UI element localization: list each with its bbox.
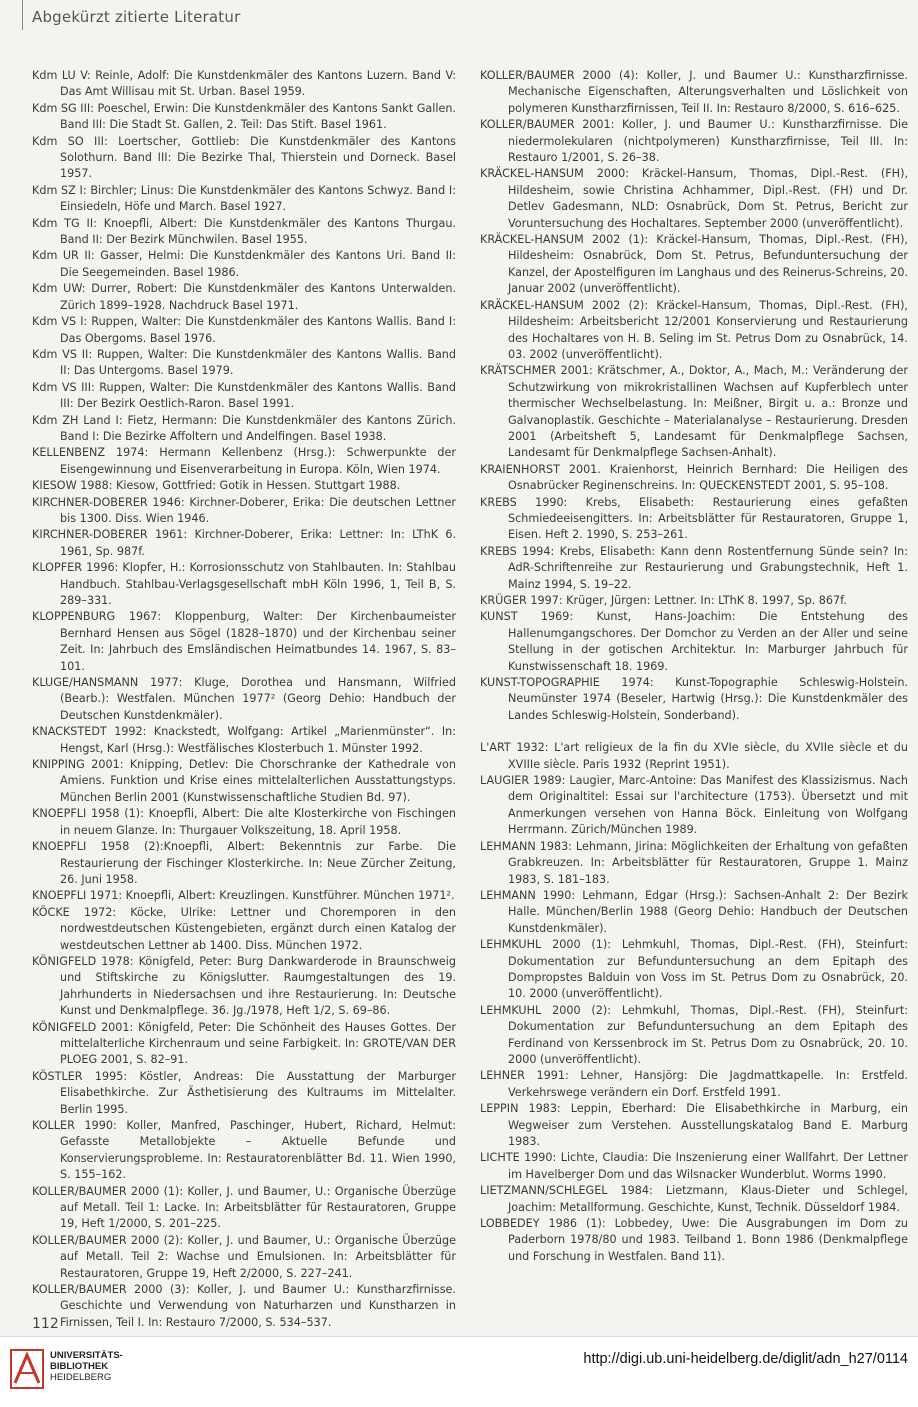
bibliography-entry: KÖNIGFELD 2001: Königfeld, Peter: Die Schönheit des Hauses Gottes. Der mittelalterliche Kirchenraum und seine Farbigkeit. In: GROTE/VAN DER PLOEG 2001, S. 82–91. xyxy=(32,1020,456,1067)
library-logo-icon xyxy=(10,1349,44,1389)
bibliography-entry: KLUGE/HANSMANN 1977: Kluge, Dorothea und Hansmann, Wilfried (Bearb.): Westfalen. München 1977² (Georg Dehio: Handbuch der Deutschen Kunstdenkmäler). xyxy=(32,676,456,722)
bibliography-entry: LEHMKUHL 2000 (2): Lehmkuhl, Thomas, Dipl.-Rest. (FH), Steinfurt: Dokumentation zur Befunduntersuchung an dem Epitaph des Ferdinand von Kerssenbrock im St. Petrus Dom zu Osnabrück, 20. 10. 2000 (unveröffentlicht). xyxy=(480,1003,908,1066)
bibliography-entry: KÖCKE 1972: Köcke, Ulrike: Lettner und Choremporen in den nordwestdeutschen Küstengebieten, ergänzt durch einen Katalog der westdeutschen Lettner ab 1400. Diss. München 1972. xyxy=(32,905,456,952)
bibliography-entry: KÖSTLER 1995: Köstler, Andreas: Die Ausstattung der Marburger Elisabethkirche. Zur Ästhetisierung des Kultraums im Mittelalter. Berlin 1995. xyxy=(32,1069,456,1116)
right-column xyxy=(480,68,908,1265)
source-url-link[interactable]: http://digi.ub.uni-heidelberg.de/diglit/adn_h27/0114 xyxy=(583,1351,908,1367)
bibliography-entry: Kdm UW: Durrer, Robert: Die Kunstdenkmäler des Kantons Unterwalden. Zürich 1899–1928. Nachdruck Basel 1971. xyxy=(32,282,456,312)
bibliography-entry: Kdm LU V: Reinle, Adolf: Die Kunstdenkmäler des Kantons Luzern. Band V: Das Amt Willisau mit St. Urban. Basel 1959. xyxy=(32,69,456,99)
bibliography-entry: LEHMANN 1983: Lehmann, Jirina: Möglichkeiten der Erhaltung von gefaßten Grabkreuzen. In: Arbeitsblätter für Restauratoren, Gruppe 1. Mainz 1983, S. 181–183. xyxy=(480,839,908,886)
section-gap xyxy=(480,724,908,740)
page-header: Abgekürzt zitierte Literatur xyxy=(32,8,241,26)
bibliography-entry: KOLLER/BAUMER 2000 (4): Koller, J. und Baumer U.: Kunstharzfirnisse. Mechanische Eigenschaften, Alterungsverhalten und Löslichkeit von polymeren Kunstharzfirnissen, Teil II. In: Restauro 8/2000, S. 616–625. xyxy=(480,69,908,115)
bibliography-entry: LEPPIN 1983: Leppin, Eberhard: Die Elisabethkirche in Marburg, ein Wegweiser zum Verstehen. Ausstellungskatalog Band E. Marburg 1983. xyxy=(480,1102,908,1148)
bibliography-entry: Kdm VS II: Ruppen, Walter: Die Kunstdenkmäler des Kantons Wallis. Band II: Das Untergoms. Basel 1979. xyxy=(32,347,456,378)
bibliography-entry: KOLLER 1990: Koller, Manfred, Paschinger, Hubert, Richard, Helmut: Gefasste Metallobjekte – Aktuelle Befunde und Konservierungsprobleme. In: Restauratorenblätter Bd. 11. Wien 1990, S. 155–162. xyxy=(32,1119,456,1182)
bibliography-entry: Kdm VS I: Ruppen, Walter: Die Kunstdenkmäler des Kantons Wallis. Band I: Das Obergoms. Basel 1976. xyxy=(32,315,456,345)
bibliography-entry: KNIPPING 2001: Knipping, Detlev: Die Chorschranke der Kathedrale von Amiens. Funktion und Krise eines mittelalterlichen Ausstattungstyps. München Berlin 2001 (Kunstwissenschaftliche Studien Bd. 97). xyxy=(32,758,456,804)
bibliography-entry: KNOEPFLI 1971: Knoepfli, Albert: Kreuzlingen. Kunstführer. München 1971². xyxy=(32,889,455,903)
right-column-part-a xyxy=(480,68,908,724)
bibliography-entry: KÖNIGFELD 1978: Königfeld, Peter: Burg Dankwarderode in Braunschweig und Stiftskirche zu Königslutter. Raumgestaltungen des 19. Jahrhunderts in Niedersachsen und ihre Restaurierung. In: Deutsche Kunst und Denkmalpflege. 36. Jg./1978, Heft 1/2, S. 69–86. xyxy=(32,954,456,1018)
bibliography-entry: KNOEPFLI 1958 (1): Knoepfli, Albert: Die alte Klosterkirche von Fischingen in neuem Glanze. In: Thurgauer Volkszeitung, 18. April 1958. xyxy=(32,807,456,837)
bibliography-entry: KIRCHNER-DOBERER 1946: Kirchner-Doberer, Erika: Die deutschen Lettner bis 1300. Diss. Wien 1946. xyxy=(32,495,456,525)
top-rule xyxy=(22,0,23,30)
bibliography-entry: KREBS 1990: Krebs, Elisabeth: Restaurierung eines gefaßten Schmiedeeisengitters. In: Arbeitsblätter für Restauratoren, Gruppe 1, Eisen. Heft 2. 1990, S. 253–261. xyxy=(480,495,908,542)
bibliography-entry: KNACKSTEDT 1992: Knackstedt, Wolfgang: Artikel „Marienmünster“. In: Hengst, Karl (Hrsg.): Westfälisches Klosterbuch 1. Münster 1992. xyxy=(32,725,456,755)
bibliography-entry: LEHMKUHL 2000 (1): Lehmkuhl, Thomas, Dipl.-Rest. (FH), Steinfurt: Dokumentation zur Befunduntersuchung an dem Epitaph des Dompropstes Balduin von Voss im St. Petrus Dom zu Osnabrück, 20. 10. 2000 (unveröffentlicht). xyxy=(480,938,908,1001)
footer-bar xyxy=(0,1336,918,1407)
left-column xyxy=(32,68,456,1331)
bibliography-entry: L'ART 1932: L'art religieux de la fin du XVIe siècle, du XVIIe siècle et du XVIIIe siècle. Paris 1932 (Reprint 1951). xyxy=(480,741,908,771)
bibliography-entry: Kdm SG III: Poeschel, Erwin: Die Kunstdenkmäler des Kantons Sankt Gallen. Band III: Die Stadt St. Gallen, 2. Teil: Das Stift. Basel 1961. xyxy=(32,101,456,132)
bibliography-entry: LEHNER 1991: Lehner, Hansjörg: Die Jagdmattkapelle. In: Erstfeld. Verkehrswege verändern ein Dorf. Erstfeld 1991. xyxy=(480,1069,908,1099)
bibliography-entry: KNOEPFLI 1958 (2):Knoepfli, Albert: Bekenntnis zur Farbe. Die Restaurierung der Fischinger Klosterkirche. In: Neue Zürcher Zeitung, 26. Juni 1958. xyxy=(32,840,456,886)
bibliography-entry: Kdm SO III: Loertscher, Gottlieb: Die Kunstdenkmäler des Kantons Solothurn. Band III: Die Bezirke Thal, Thierstein und Dorneck. Basel 1957. xyxy=(32,134,456,181)
bibliography-entry: LAUGIER 1989: Laugier, Marc-Antoine: Das Manifest des Klassizismus. Nach dem Originaltitel: Essai sur l'architecture (1753). Übersetzt und mit Anmerkungen versehen von Hanna Böck. Einleitung von Wolfgang Herrmann. Zürich/München 1989. xyxy=(480,774,908,837)
page-number: 112 xyxy=(32,1316,59,1332)
bibliography-entry: LIETZMANN/SCHLEGEL 1984: Lietzmann, Klaus-Dieter und Schlegel, Joachim: Metallformung. Geschichte, Kunst, Technik. Düsseldorf 1984. xyxy=(480,1184,908,1214)
bibliography-entry: KELLENBENZ 1974: Hermann Kellenbenz (Hrsg.): Schwerpunkte der Eisengewinnung und Eisenverarbeitung in Europa. Köln, Wien 1974. xyxy=(32,446,456,476)
bibliography-entry: KIRCHNER-DOBERER 1961: Kirchner-Doberer, Erika: Lettner: In: LThK 6. 1961, Sp. 987f. xyxy=(32,528,456,558)
right-column-part-b xyxy=(480,740,908,1265)
bibliography-entry: Kdm UR II: Gasser, Helmi: Die Kunstdenkmäler des Kantons Uri. Band II: Die Seegemeinden. Basel 1986. xyxy=(32,249,456,279)
bibliography-entry: KRAIENHORST 2001. Kraienhorst, Heinrich Bernhard: Die Heiligen des Osnabrücker Reginenschreins. In: QUECKENSTEDT 2001, S. 95–108. xyxy=(480,462,908,493)
bibliography-entry: KLOPFER 1996: Klopfer, H.: Korrosionsschutz von Stahlbauten. In: Stahlbau Handbuch. Stahlbau-Verlagsgesellschaft mbH Köln 1996, 1, Teil B, S. 289–331. xyxy=(32,561,456,607)
bibliography-entry: Kdm VS III: Ruppen, Walter: Die Kunstdenkmäler des Kantons Wallis. Band III: Der Bezirk Oestlich-Raron. Basel 1991. xyxy=(32,380,456,411)
bibliography-entry: KLOPPENBURG 1967: Kloppenburg, Walter: Der Kirchenbaumeister Bernhard Hensen aus Sögel (1828–1870) und der Kirchenbau seiner Zeit. In: Jahrbuch des Emsländischen Heimatbundes 14. 1967, S. 83–101. xyxy=(32,610,456,673)
bibliography-entry: KRÄCKEL-HANSUM 2002 (1): Kräckel-Hansum, Thomas, Dipl.-Rest. (FH), Hildesheim: Osnabrück, Dom St. Petrus, Befunduntersuchung der Kanzel, der Apostelfiguren im Langhaus und des Reinerus-Schreins, 20. Januar 2002 (unveröffentlicht). xyxy=(480,233,908,296)
logo-line-1: UNIVERSITÄTS- xyxy=(50,1350,123,1361)
library-logo-text xyxy=(50,1350,123,1383)
bibliography-entry: Kdm TG II: Knoepfli, Albert: Die Kunstdenkmäler des Kantons Thurgau. Band II: Der Bezirk Münchwilen. Basel 1955. xyxy=(32,216,456,247)
bibliography-entry: KREBS 1994: Krebs, Elisabeth: Kann denn Rostentfernung Sünde sein? In: AdR-Schriftenreihe zur Restaurierung und Grabungstechnik, Heft 1. Mainz 1994, S. 19–22. xyxy=(480,544,908,591)
bibliography-entry: KRÄCKEL-HANSUM 2002 (2): Kräckel-Hansum, Thomas, Dipl.-Rest. (FH), Hildesheim: Arbeitsbericht 12/2001 Konservierung und Restaurierung des Hochaltares von H. B. Seling im St. Petrus Dom zu Osnabrück, 14. 03. 2002 (unveröffentlicht). xyxy=(480,298,908,361)
bibliography-entry: Kdm ZH Land I: Fietz, Hermann: Die Kunstdenkmäler des Kantons Zürich. Band I: Die Bezirke Affoltern und Andelfingen. Basel 1938. xyxy=(32,413,456,443)
bibliography-entry: KOLLER/BAUMER 2001: Koller, J. und Baumer U.: Kunstharzfirnisse. Die niedermolekularen (nichtpolymeren) Kunstharzfirnisse, Teil III. In: Restauro 1/2001, S. 26–38. xyxy=(480,118,908,165)
bibliography-entry: Kdm SZ I: Birchler; Linus: Die Kunstdenkmäler des Kantons Schwyz. Band I: Einsiedeln, Höfe und March. Basel 1927. xyxy=(32,183,456,214)
bibliography-entry: KOLLER/BAUMER 2000 (2): Koller, J. und Baumer, U.: Organische Überzüge auf Metall. Teil 2: Wachse und Emulsionen. In: Arbeitsblätter für Restauratoren, Gruppe 19, Heft 2/2000, S. 227–241. xyxy=(32,1233,456,1280)
bibliography-entry: LEHMANN 1990: Lehmann, Edgar (Hrsg.): Sachsen-Anhalt 2: Der Bezirk Halle. München/Berlin 1988 (Georg Dehio: Handbuch der Deutschen Kunstdenkmäler). xyxy=(480,888,908,935)
bibliography-entry: KIESOW 1988: Kiesow, Gottfried: Gotik in Hessen. Stuttgart 1988. xyxy=(32,479,401,493)
bibliography-entry: KRÄCKEL-HANSUM 2000: Kräckel-Hansum, Thomas, Dipl.-Rest. (FH), Hildesheim, sowie Christina Achhammer, Dipl.-Rest. (FH) und Dr. Detlev Gadesmann, NLD: Osnabrück, Dom St. Petrus, Bericht zur Voruntersuchung des Hochaltares. September 2000 (unveröffentlicht). xyxy=(480,167,908,230)
logo-line-3: HEIDELBERG xyxy=(50,1372,112,1383)
logo-line-2: BIBLIOTHEK xyxy=(50,1361,109,1372)
bibliography-entry: LOBBEDEY 1986 (1): Lobbedey, Uwe: Die Ausgrabungen im Dom zu Paderborn 1978/80 und 1983. Teilband 1. Bonn 1986 (Denkmalpflege und Forschung in Westfalen. Band 11). xyxy=(480,1217,908,1263)
bibliography-entry: KUNST 1969: Kunst, Hans-Joachim: Die Entstehung des Hallenumgangschores. Der Domchor zu Verden an der Aller und seine Stellung in der gotischen Architektur. In: Marburger Jahrbuch für Kunstwissenschaft 18. 1969. xyxy=(480,610,908,673)
bibliography-entry: LICHTE 1990: Lichte, Claudia: Die Inszenierung einer Wallfahrt. Der Lettner im Havelberger Dom und das Wilsnacker Wunderblut. Worms 1990. xyxy=(480,1151,908,1181)
bibliography-entry: KRÄTSCHMER 2001: Krätschmer, A., Doktor, A., Mach, M.: Veränderung der Schutzwirkung von mikrokristallinen Wachsen auf Kupferblech unter thermischer Wechselbelastung. In: Meißner, Birgit u. a.: Bronze und Galvanoplastik. Geschichte – Materialanalyse – Restaurierung. Dresden 2001 (Arbeitsheft 5, Landesamt für Denkmalpflege Sachsen, Landesamt für Denkmalpflege Sachsen-Anhalt). xyxy=(480,364,908,460)
bibliography-entry: KRÜGER 1997: Krüger, Jürgen: Lettner. In: LThK 8. 1997, Sp. 867f. xyxy=(480,594,847,607)
bibliography-entry: KUNST-TOPOGRAPHIE 1974: Kunst-Topographie Schleswig-Holstein. Neumünster 1974 (Beseler, Hartwig (Hrsg.): Die Kunstdenkmäler des Landes Schleswig-Holstein, Sonderband). xyxy=(480,676,908,722)
bibliography-entry: KOLLER/BAUMER 2000 (1): Koller, J. und Baumer, U.: Organische Überzüge auf Metall. Teil 1: Lacke. In: Arbeitsblätter für Restauratoren, Gruppe 19, Heft 1/2000, S. 201–225. xyxy=(32,1184,456,1231)
bibliography-entry: KOLLER/BAUMER 2000 (3): Koller, J. und Baumer U.: Kunstharzfirnisse. Geschichte und Verwendung von Naturharzen und Kunstharzen in Firnissen, Teil I. In: Restauro 7/2000, S. 534–537. xyxy=(32,1283,456,1329)
